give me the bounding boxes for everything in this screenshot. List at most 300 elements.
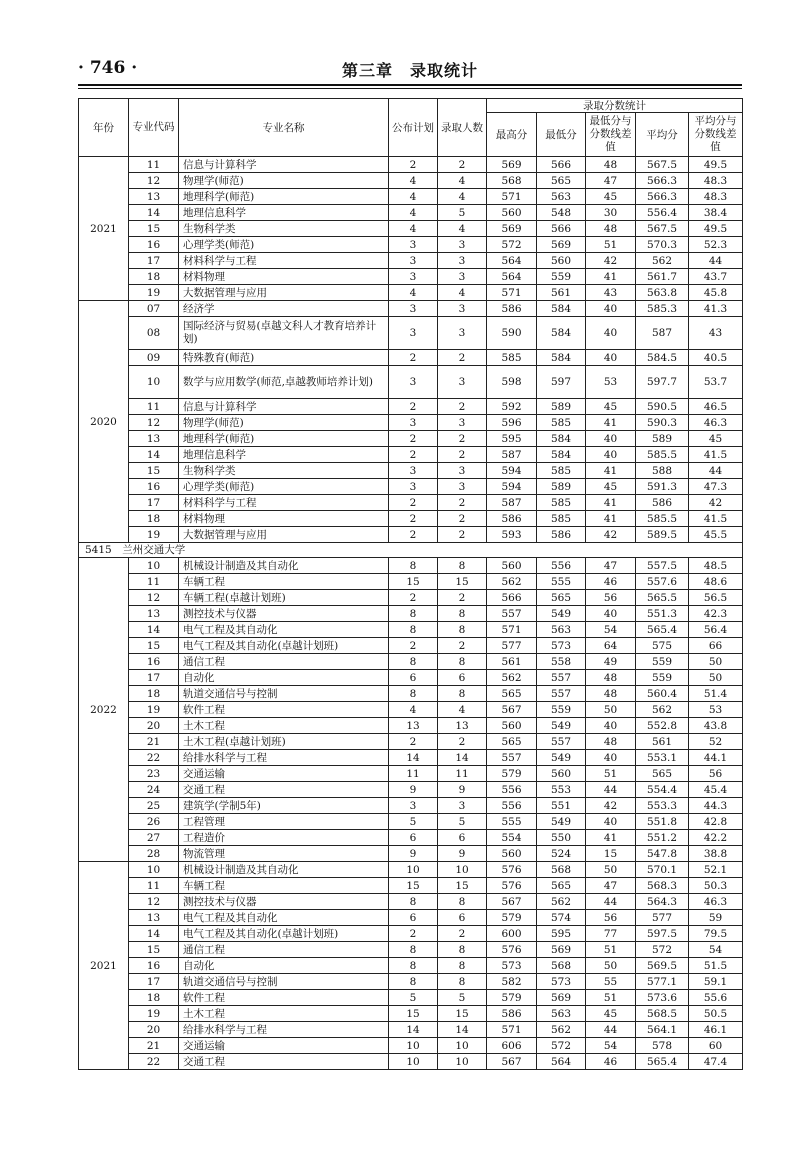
cell-avg: 566.3: [636, 173, 689, 189]
cell-min: 566: [537, 157, 586, 173]
cell-avg-diff: 53: [689, 702, 743, 718]
cell-code: 22: [129, 750, 179, 766]
cell-name: 自动化: [179, 670, 389, 686]
cell-plan: 8: [389, 894, 438, 910]
cell-avg-diff: 48.5: [689, 558, 743, 574]
cell-plan: 4: [389, 189, 438, 205]
cell-plan: 8: [389, 958, 438, 974]
cell-plan: 4: [389, 205, 438, 221]
cell-plan: 8: [389, 974, 438, 990]
cell-code: 15: [129, 942, 179, 958]
cell-avg-diff: 56.5: [689, 590, 743, 606]
cell-code: 11: [129, 157, 179, 173]
table-row: [79, 237, 743, 253]
th-admitted: 录取人数: [438, 99, 487, 157]
cell-min-diff: 15: [586, 846, 636, 862]
cell-admitted: 2: [438, 447, 487, 463]
table-row: [79, 606, 743, 622]
cell-code: 15: [129, 638, 179, 654]
cell-name: 机械设计制造及其自动化: [179, 862, 389, 878]
cell-plan: 8: [389, 654, 438, 670]
cell-avg: 584.5: [636, 350, 689, 366]
cell-avg-diff: 51.5: [689, 958, 743, 974]
cell-avg: 552.8: [636, 718, 689, 734]
cell-avg: 551.3: [636, 606, 689, 622]
cell-admitted: 4: [438, 702, 487, 718]
cell-plan: 8: [389, 606, 438, 622]
cell-avg-diff: 50: [689, 654, 743, 670]
cell-max: 569: [487, 157, 537, 173]
cell-max: 594: [487, 463, 537, 479]
cell-code: 17: [129, 253, 179, 269]
admission-stats-table: [78, 98, 743, 1070]
cell-min: 562: [537, 894, 586, 910]
table-row: [79, 511, 743, 527]
table-row: [79, 686, 743, 702]
cell-min-diff: 54: [586, 1038, 636, 1054]
cell-name: 心理学类(师范): [179, 237, 389, 253]
cell-min: 549: [537, 718, 586, 734]
cell-admitted: 3: [438, 253, 487, 269]
cell-plan: 3: [389, 301, 438, 317]
cell-plan: 3: [389, 253, 438, 269]
cell-min-diff: 42: [586, 798, 636, 814]
cell-admitted: 2: [438, 431, 487, 447]
cell-name: 信息与计算科学: [179, 399, 389, 415]
cell-min: 558: [537, 654, 586, 670]
cell-code: 16: [129, 237, 179, 253]
cell-name: 特殊教育(师范): [179, 350, 389, 366]
chapter-title: 第三章 录取统计: [341, 61, 478, 80]
cell-avg: 557.6: [636, 574, 689, 590]
cell-admitted: 3: [438, 237, 487, 253]
cell-admitted: 5: [438, 814, 487, 830]
cell-avg-diff: 38.8: [689, 846, 743, 862]
cell-max: 582: [487, 974, 537, 990]
cell-min: 584: [537, 447, 586, 463]
cell-avg-diff: 59: [689, 910, 743, 926]
cell-min: 597: [537, 366, 586, 399]
cell-min-diff: 40: [586, 317, 636, 350]
cell-avg: 565.4: [636, 1054, 689, 1070]
cell-min: 589: [537, 479, 586, 495]
table-row: [79, 415, 743, 431]
cell-plan: 8: [389, 558, 438, 574]
cell-max: 579: [487, 990, 537, 1006]
cell-plan: 3: [389, 237, 438, 253]
table-body-1: [79, 157, 743, 543]
cell-code: 17: [129, 670, 179, 686]
table-row: [79, 862, 743, 878]
cell-admitted: 10: [438, 862, 487, 878]
cell-code: 20: [129, 1022, 179, 1038]
cell-min-diff: 51: [586, 766, 636, 782]
cell-min: 551: [537, 798, 586, 814]
cell-plan: 2: [389, 734, 438, 750]
cell-max: 571: [487, 622, 537, 638]
cell-avg: 551.8: [636, 814, 689, 830]
cell-min: 549: [537, 750, 586, 766]
table-row: [79, 558, 743, 574]
cell-plan: 2: [389, 638, 438, 654]
cell-name: 机械设计制造及其自动化: [179, 558, 389, 574]
cell-min-diff: 45: [586, 399, 636, 415]
cell-max: 598: [487, 366, 537, 399]
cell-name: 地理信息科学: [179, 205, 389, 221]
cell-name: 建筑学(学制5年): [179, 798, 389, 814]
cell-min-diff: 40: [586, 718, 636, 734]
cell-avg-diff: 43: [689, 317, 743, 350]
cell-avg-diff: 47.4: [689, 1054, 743, 1070]
cell-plan: 14: [389, 1022, 438, 1038]
cell-name: 材料科学与工程: [179, 495, 389, 511]
cell-min: 561: [537, 285, 586, 301]
cell-code: 07: [129, 301, 179, 317]
cell-code: 23: [129, 766, 179, 782]
cell-min-diff: 41: [586, 511, 636, 527]
cell-code: 15: [129, 463, 179, 479]
th-score-group: 录取分数统计: [487, 99, 743, 113]
cell-code: 12: [129, 415, 179, 431]
cell-admitted: 13: [438, 718, 487, 734]
cell-max: 595: [487, 431, 537, 447]
cell-max: 600: [487, 926, 537, 942]
table-row: [79, 846, 743, 862]
cell-min: 524: [537, 846, 586, 862]
cell-avg: 562: [636, 253, 689, 269]
cell-avg-diff: 48.6: [689, 574, 743, 590]
cell-name: 交通工程: [179, 782, 389, 798]
cell-min: 574: [537, 910, 586, 926]
cell-avg: 590.3: [636, 415, 689, 431]
cell-code: 14: [129, 205, 179, 221]
cell-avg-diff: 66: [689, 638, 743, 654]
cell-code: 14: [129, 447, 179, 463]
cell-avg-diff: 41.3: [689, 301, 743, 317]
cell-code: 19: [129, 1006, 179, 1022]
cell-min-diff: 56: [586, 590, 636, 606]
cell-min: 566: [537, 221, 586, 237]
cell-code: 12: [129, 173, 179, 189]
table-row: [79, 1022, 743, 1038]
cell-plan: 6: [389, 830, 438, 846]
table-row: [79, 1006, 743, 1022]
cell-max: 560: [487, 205, 537, 221]
th-avg: 平均分: [636, 113, 689, 157]
cell-min-diff: 41: [586, 415, 636, 431]
cell-min-diff: 48: [586, 734, 636, 750]
cell-avg-diff: 54: [689, 942, 743, 958]
cell-avg-diff: 50.3: [689, 878, 743, 894]
cell-plan: 10: [389, 1054, 438, 1070]
cell-plan: 3: [389, 317, 438, 350]
cell-min-diff: 48: [586, 221, 636, 237]
cell-min-diff: 45: [586, 479, 636, 495]
cell-code: 10: [129, 366, 179, 399]
cell-admitted: 4: [438, 221, 487, 237]
cell-admitted: 9: [438, 782, 487, 798]
th-code: 专业代码: [129, 99, 179, 157]
cell-avg: 565.4: [636, 622, 689, 638]
cell-avg-diff: 41.5: [689, 511, 743, 527]
cell-plan: 2: [389, 495, 438, 511]
cell-min: 548: [537, 205, 586, 221]
cell-plan: 4: [389, 702, 438, 718]
cell-name: 大数据管理与应用: [179, 285, 389, 301]
cell-min-diff: 49: [586, 654, 636, 670]
cell-plan: 6: [389, 910, 438, 926]
table-row: [79, 702, 743, 718]
cell-name: 交通运输: [179, 766, 389, 782]
cell-avg: 589.5: [636, 527, 689, 543]
cell-admitted: 2: [438, 590, 487, 606]
cell-name: 材料科学与工程: [179, 253, 389, 269]
th-min-diff: 最低分与分数线差值: [586, 113, 636, 157]
cell-min-diff: 43: [586, 285, 636, 301]
cell-max: 560: [487, 718, 537, 734]
cell-code: 08: [129, 317, 179, 350]
cell-max: 564: [487, 253, 537, 269]
cell-plan: 4: [389, 173, 438, 189]
cell-avg: 559: [636, 654, 689, 670]
cell-avg: 557.5: [636, 558, 689, 574]
cell-code: 22: [129, 1054, 179, 1070]
cell-plan: 5: [389, 814, 438, 830]
cell-plan: 2: [389, 926, 438, 942]
cell-code: 28: [129, 846, 179, 862]
cell-plan: 15: [389, 1006, 438, 1022]
cell-avg-diff: 42: [689, 495, 743, 511]
cell-plan: 2: [389, 527, 438, 543]
cell-plan: 13: [389, 718, 438, 734]
cell-admitted: 2: [438, 350, 487, 366]
cell-code: 19: [129, 702, 179, 718]
cell-admitted: 8: [438, 606, 487, 622]
cell-avg-diff: 46.1: [689, 1022, 743, 1038]
cell-min-diff: 46: [586, 1054, 636, 1070]
cell-max: 567: [487, 1054, 537, 1070]
cell-plan: 5: [389, 990, 438, 1006]
cell-avg: 575: [636, 638, 689, 654]
table-row: [79, 399, 743, 415]
cell-name: 物理学(师范): [179, 173, 389, 189]
cell-code: 16: [129, 654, 179, 670]
cell-admitted: 2: [438, 734, 487, 750]
cell-max: 586: [487, 1006, 537, 1022]
cell-avg: 570.3: [636, 237, 689, 253]
cell-max: 567: [487, 702, 537, 718]
cell-min: 559: [537, 269, 586, 285]
cell-code: 12: [129, 590, 179, 606]
cell-plan: 3: [389, 415, 438, 431]
cell-plan: 3: [389, 269, 438, 285]
cell-min: 550: [537, 830, 586, 846]
cell-avg: 588: [636, 463, 689, 479]
cell-name: 软件工程: [179, 702, 389, 718]
cell-avg-diff: 44: [689, 253, 743, 269]
table-row: [79, 431, 743, 447]
cell-avg-diff: 44: [689, 463, 743, 479]
cell-min: 572: [537, 1038, 586, 1054]
cell-avg: 553.3: [636, 798, 689, 814]
cell-min: 557: [537, 670, 586, 686]
cell-avg-diff: 48.3: [689, 189, 743, 205]
cell-admitted: 3: [438, 366, 487, 399]
cell-admitted: 3: [438, 415, 487, 431]
cell-plan: 2: [389, 590, 438, 606]
cell-avg-diff: 55.6: [689, 990, 743, 1006]
cell-min-diff: 40: [586, 750, 636, 766]
table-row: [79, 157, 743, 173]
cell-min: 573: [537, 638, 586, 654]
cell-plan: 14: [389, 750, 438, 766]
cell-admitted: 5: [438, 205, 487, 221]
cell-max: 557: [487, 750, 537, 766]
cell-avg: 553.1: [636, 750, 689, 766]
cell-min-diff: 77: [586, 926, 636, 942]
th-min: 最低分: [537, 113, 586, 157]
cell-admitted: 3: [438, 463, 487, 479]
cell-admitted: 3: [438, 479, 487, 495]
cell-min: 584: [537, 317, 586, 350]
cell-avg-diff: 49.5: [689, 221, 743, 237]
cell-code: 13: [129, 606, 179, 622]
cell-max: 606: [487, 1038, 537, 1054]
cell-admitted: 3: [438, 798, 487, 814]
cell-avg: 585.5: [636, 447, 689, 463]
cell-code: 10: [129, 558, 179, 574]
cell-admitted: 6: [438, 830, 487, 846]
cell-max: 560: [487, 558, 537, 574]
table-row: [79, 910, 743, 926]
cell-avg-diff: 56: [689, 766, 743, 782]
table-row: [79, 366, 743, 399]
cell-code: 25: [129, 798, 179, 814]
cell-admitted: 8: [438, 686, 487, 702]
table-row: [79, 527, 743, 543]
cell-min-diff: 41: [586, 830, 636, 846]
cell-name: 给排水科学与工程: [179, 1022, 389, 1038]
cell-avg-diff: 53.7: [689, 366, 743, 399]
cell-max: 554: [487, 830, 537, 846]
cell-min-diff: 44: [586, 894, 636, 910]
cell-name: 心理学类(师范): [179, 479, 389, 495]
cell-min-diff: 40: [586, 447, 636, 463]
table-row: [79, 221, 743, 237]
cell-name: 信息与计算科学: [179, 157, 389, 173]
cell-admitted: 2: [438, 926, 487, 942]
cell-min: 585: [537, 511, 586, 527]
cell-name: 材料物理: [179, 511, 389, 527]
cell-avg-diff: 43.7: [689, 269, 743, 285]
cell-admitted: 6: [438, 670, 487, 686]
cell-min: 569: [537, 942, 586, 958]
cell-plan: 10: [389, 1038, 438, 1054]
cell-min-diff: 50: [586, 702, 636, 718]
cell-min: 569: [537, 237, 586, 253]
cell-name: 电气工程及其自动化(卓越计划班): [179, 926, 389, 942]
cell-name: 轨道交通信号与控制: [179, 686, 389, 702]
cell-avg: 562: [636, 702, 689, 718]
cell-max: 576: [487, 862, 537, 878]
cell-min-diff: 56: [586, 910, 636, 926]
cell-max: 573: [487, 958, 537, 974]
table-row: [79, 269, 743, 285]
cell-code: 17: [129, 495, 179, 511]
cell-avg: 587: [636, 317, 689, 350]
cell-min: 586: [537, 527, 586, 543]
cell-avg: 586: [636, 495, 689, 511]
cell-min: 565: [537, 878, 586, 894]
cell-admitted: 2: [438, 638, 487, 654]
cell-max: 576: [487, 942, 537, 958]
cell-name: 物流管理: [179, 846, 389, 862]
cell-code: 18: [129, 511, 179, 527]
cell-avg-diff: 52.3: [689, 237, 743, 253]
cell-max: 577: [487, 638, 537, 654]
cell-max: 576: [487, 878, 537, 894]
cell-max: 596: [487, 415, 537, 431]
table-row: [79, 253, 743, 269]
cell-min-diff: 40: [586, 606, 636, 622]
cell-admitted: 14: [438, 750, 487, 766]
cell-min-diff: 48: [586, 157, 636, 173]
cell-plan: 2: [389, 350, 438, 366]
table-row: [79, 285, 743, 301]
cell-code: 26: [129, 814, 179, 830]
cell-avg-diff: 44.3: [689, 798, 743, 814]
cell-code: 18: [129, 269, 179, 285]
cell-plan: 3: [389, 479, 438, 495]
cell-avg-diff: 44.1: [689, 750, 743, 766]
cell-max: 586: [487, 511, 537, 527]
cell-avg-diff: 52: [689, 734, 743, 750]
cell-code: 18: [129, 990, 179, 1006]
cell-avg: 565.5: [636, 590, 689, 606]
cell-avg-diff: 50.5: [689, 1006, 743, 1022]
cell-avg-diff: 40.5: [689, 350, 743, 366]
cell-avg-diff: 52.1: [689, 862, 743, 878]
table-row: [79, 782, 743, 798]
cell-min-diff: 30: [586, 205, 636, 221]
th-plan: 公布计划: [389, 99, 438, 157]
cell-min: 585: [537, 463, 586, 479]
cell-code: 14: [129, 622, 179, 638]
cell-max: 587: [487, 495, 537, 511]
cell-min: 557: [537, 686, 586, 702]
cell-min: 564: [537, 1054, 586, 1070]
cell-avg: 564.3: [636, 894, 689, 910]
cell-name: 交通运输: [179, 1038, 389, 1054]
cell-avg-diff: 79.5: [689, 926, 743, 942]
cell-max: 586: [487, 301, 537, 317]
cell-avg: 560.4: [636, 686, 689, 702]
cell-name: 国际经济与贸易(卓越文科人才教育培养计划): [179, 317, 389, 350]
cell-name: 土木工程: [179, 718, 389, 734]
cell-admitted: 15: [438, 878, 487, 894]
cell-min-diff: 51: [586, 990, 636, 1006]
cell-avg-diff: 41.5: [689, 447, 743, 463]
cell-code: 24: [129, 782, 179, 798]
cell-name: 工程管理: [179, 814, 389, 830]
cell-name: 材料物理: [179, 269, 389, 285]
cell-code: 15: [129, 221, 179, 237]
cell-avg: 597.7: [636, 366, 689, 399]
cell-avg: 578: [636, 1038, 689, 1054]
cell-admitted: 10: [438, 1038, 487, 1054]
cell-code: 27: [129, 830, 179, 846]
cell-name: 交通工程: [179, 1054, 389, 1070]
